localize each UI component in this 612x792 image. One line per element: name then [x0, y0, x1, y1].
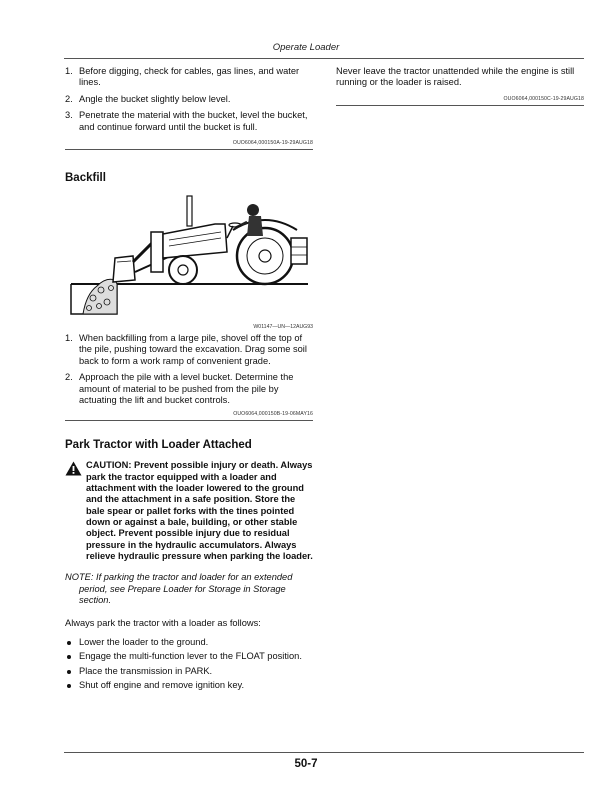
list-item: [65, 651, 313, 662]
park-intro: Always park the tractor with a loader as follows:: [65, 618, 261, 629]
footer-rule: [64, 752, 584, 753]
list-item: [65, 680, 313, 691]
reference-code: OUO6064,000150B-19-06MAY16: [233, 411, 313, 418]
backfill-figure: [65, 192, 313, 330]
caution-text: CAUTION: Prevent possible injury or death. Always park the tractor equipped with a loader and attachment with the loader lowered to the ground and the attachment in a safe position. Store the bale spear or pallet forks with the tines pointed down or against a bale, building, or other stable object. Prevent possible injury due to residual pressure in the hydraulic accumulators. Always relieve hydraulic pressure when parking the loader.: [86, 460, 313, 561]
header-rule: [64, 58, 584, 59]
list-item: [65, 372, 313, 406]
left-column: [65, 66, 313, 694]
list-item: [65, 94, 313, 105]
step-number: 2.: [65, 93, 73, 104]
step-number: 3.: [65, 110, 73, 121]
step-text: Angle the bucket slightly below level.: [79, 93, 231, 104]
figure-reference: W01147—UN—12AUG93: [253, 324, 313, 331]
section-divider: [336, 105, 584, 106]
caution-block: [65, 460, 313, 562]
step-text: Approach the pile with a level bucket. Determine the amount of material to be pushed from the pile by actuating the lift and bucket controls.: [79, 372, 294, 406]
digging-steps: [65, 66, 313, 133]
list-item: [65, 637, 313, 648]
list-item: [65, 666, 313, 677]
bullet-text: Engage the multi-function lever to the FLOAT position.: [79, 651, 302, 662]
bullet-icon: [67, 655, 71, 659]
right-column: [336, 66, 584, 106]
bullet-text: Place the transmission in PARK.: [79, 665, 213, 676]
bullet-icon: [67, 641, 71, 645]
unattended-warning-text: Never leave the tractor unattended while the engine is still running or the loader is raised.: [336, 66, 575, 88]
backfill-steps: [65, 333, 313, 406]
section-heading-park-tractor: Park Tractor with Loader Attached: [65, 439, 252, 452]
step-text: When backfilling from a large pile, shovel off the top of the pile, pushing toward the excavation. Drag some soil back to form a work ramp of convenient grade.: [79, 333, 307, 366]
step-text: Penetrate the material with the bucket, level the bucket, and continue forward until the bucket is full.: [79, 110, 308, 132]
step-number: 2.: [65, 372, 73, 383]
bullet-text: Shut off engine and remove ignition key.: [79, 679, 245, 690]
reference-code: OUO6064,000150A-19-29AUG18: [232, 140, 313, 147]
park-steps: [65, 637, 313, 692]
bullet-icon: [67, 670, 71, 674]
step-text: Before digging, check for cables, gas lines, and water lines.: [79, 66, 300, 88]
section-heading-backfill: Backfill: [65, 172, 106, 185]
list-item: [65, 110, 313, 133]
list-item: [65, 66, 313, 89]
running-header: Operate Loader: [272, 42, 340, 53]
tractor-loader-backfill-illustration: [65, 192, 313, 330]
bullet-text: Lower the loader to the ground.: [79, 636, 209, 647]
step-number: 1.: [65, 333, 73, 344]
reference-code: OUO6064,000150C-19-29AUG18: [503, 95, 584, 102]
page-number: 50-7: [294, 758, 318, 770]
note-text: NOTE: If parking the tractor and loader for an extended period, see Prepare Loader for Storage in Storage section.: [65, 572, 293, 605]
list-item: [65, 333, 313, 367]
warning-triangle-icon: [65, 461, 82, 481]
bullet-icon: [67, 684, 71, 688]
step-number: 1.: [65, 66, 73, 76]
